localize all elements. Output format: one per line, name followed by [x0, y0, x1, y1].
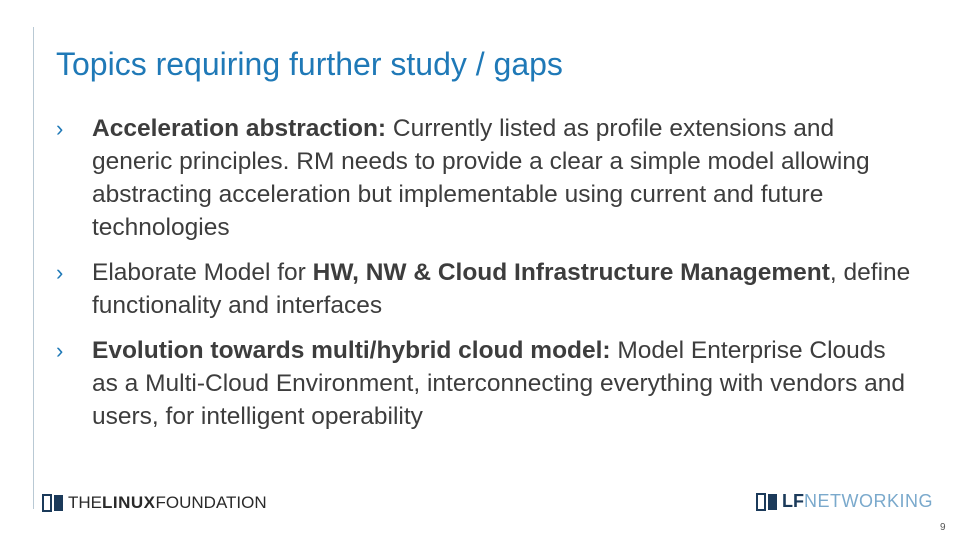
page-number: 9 [940, 522, 946, 533]
slide-title: Topics requiring further study / gaps [56, 46, 563, 82]
chevron-right-icon: › [56, 338, 64, 363]
lf-foundation: FOUNDATION [155, 493, 267, 512]
bullet-heading: Acceleration abstraction: [92, 115, 387, 142]
bullet-list [56, 112, 916, 445]
bullet-heading: Evolution towards multi/hybrid cloud model: [92, 337, 611, 364]
chevron-right-icon: › [56, 116, 64, 141]
bullet-text: Elaborate Model for [92, 259, 313, 286]
chevron-right-icon: › [56, 260, 64, 285]
lfn-lf: LF [782, 491, 804, 511]
bullet-emphasis: HW, NW & Cloud Infrastructure Management [312, 259, 830, 286]
lf-networking-mark-icon [756, 493, 778, 511]
lf-networking-logo [756, 491, 933, 512]
lf-the: THE [68, 493, 102, 512]
bullet-item-acceleration [56, 112, 916, 244]
lf-linux: LINUX [102, 493, 156, 512]
linux-foundation-mark-icon [42, 494, 64, 512]
bullet-text: Currently listed as profile extensions and generic principles. RM needs to provide a clear a simple model allowing abstracting acceleration but implementable using current and future technologies [92, 115, 870, 241]
left-divider-line [33, 27, 34, 509]
bullet-text: , define functionality and interfaces [92, 259, 911, 319]
bullet-item-elaborate-model [56, 256, 916, 322]
linux-foundation-logo [42, 493, 267, 513]
lfn-networking: NETWORKING [804, 491, 933, 511]
bullet-text: Model Enterprise Clouds as a Multi-Cloud Environment, interconnecting everything with vendors and users, for intelligent operability [92, 337, 906, 430]
bullet-item-evolution [56, 334, 916, 433]
